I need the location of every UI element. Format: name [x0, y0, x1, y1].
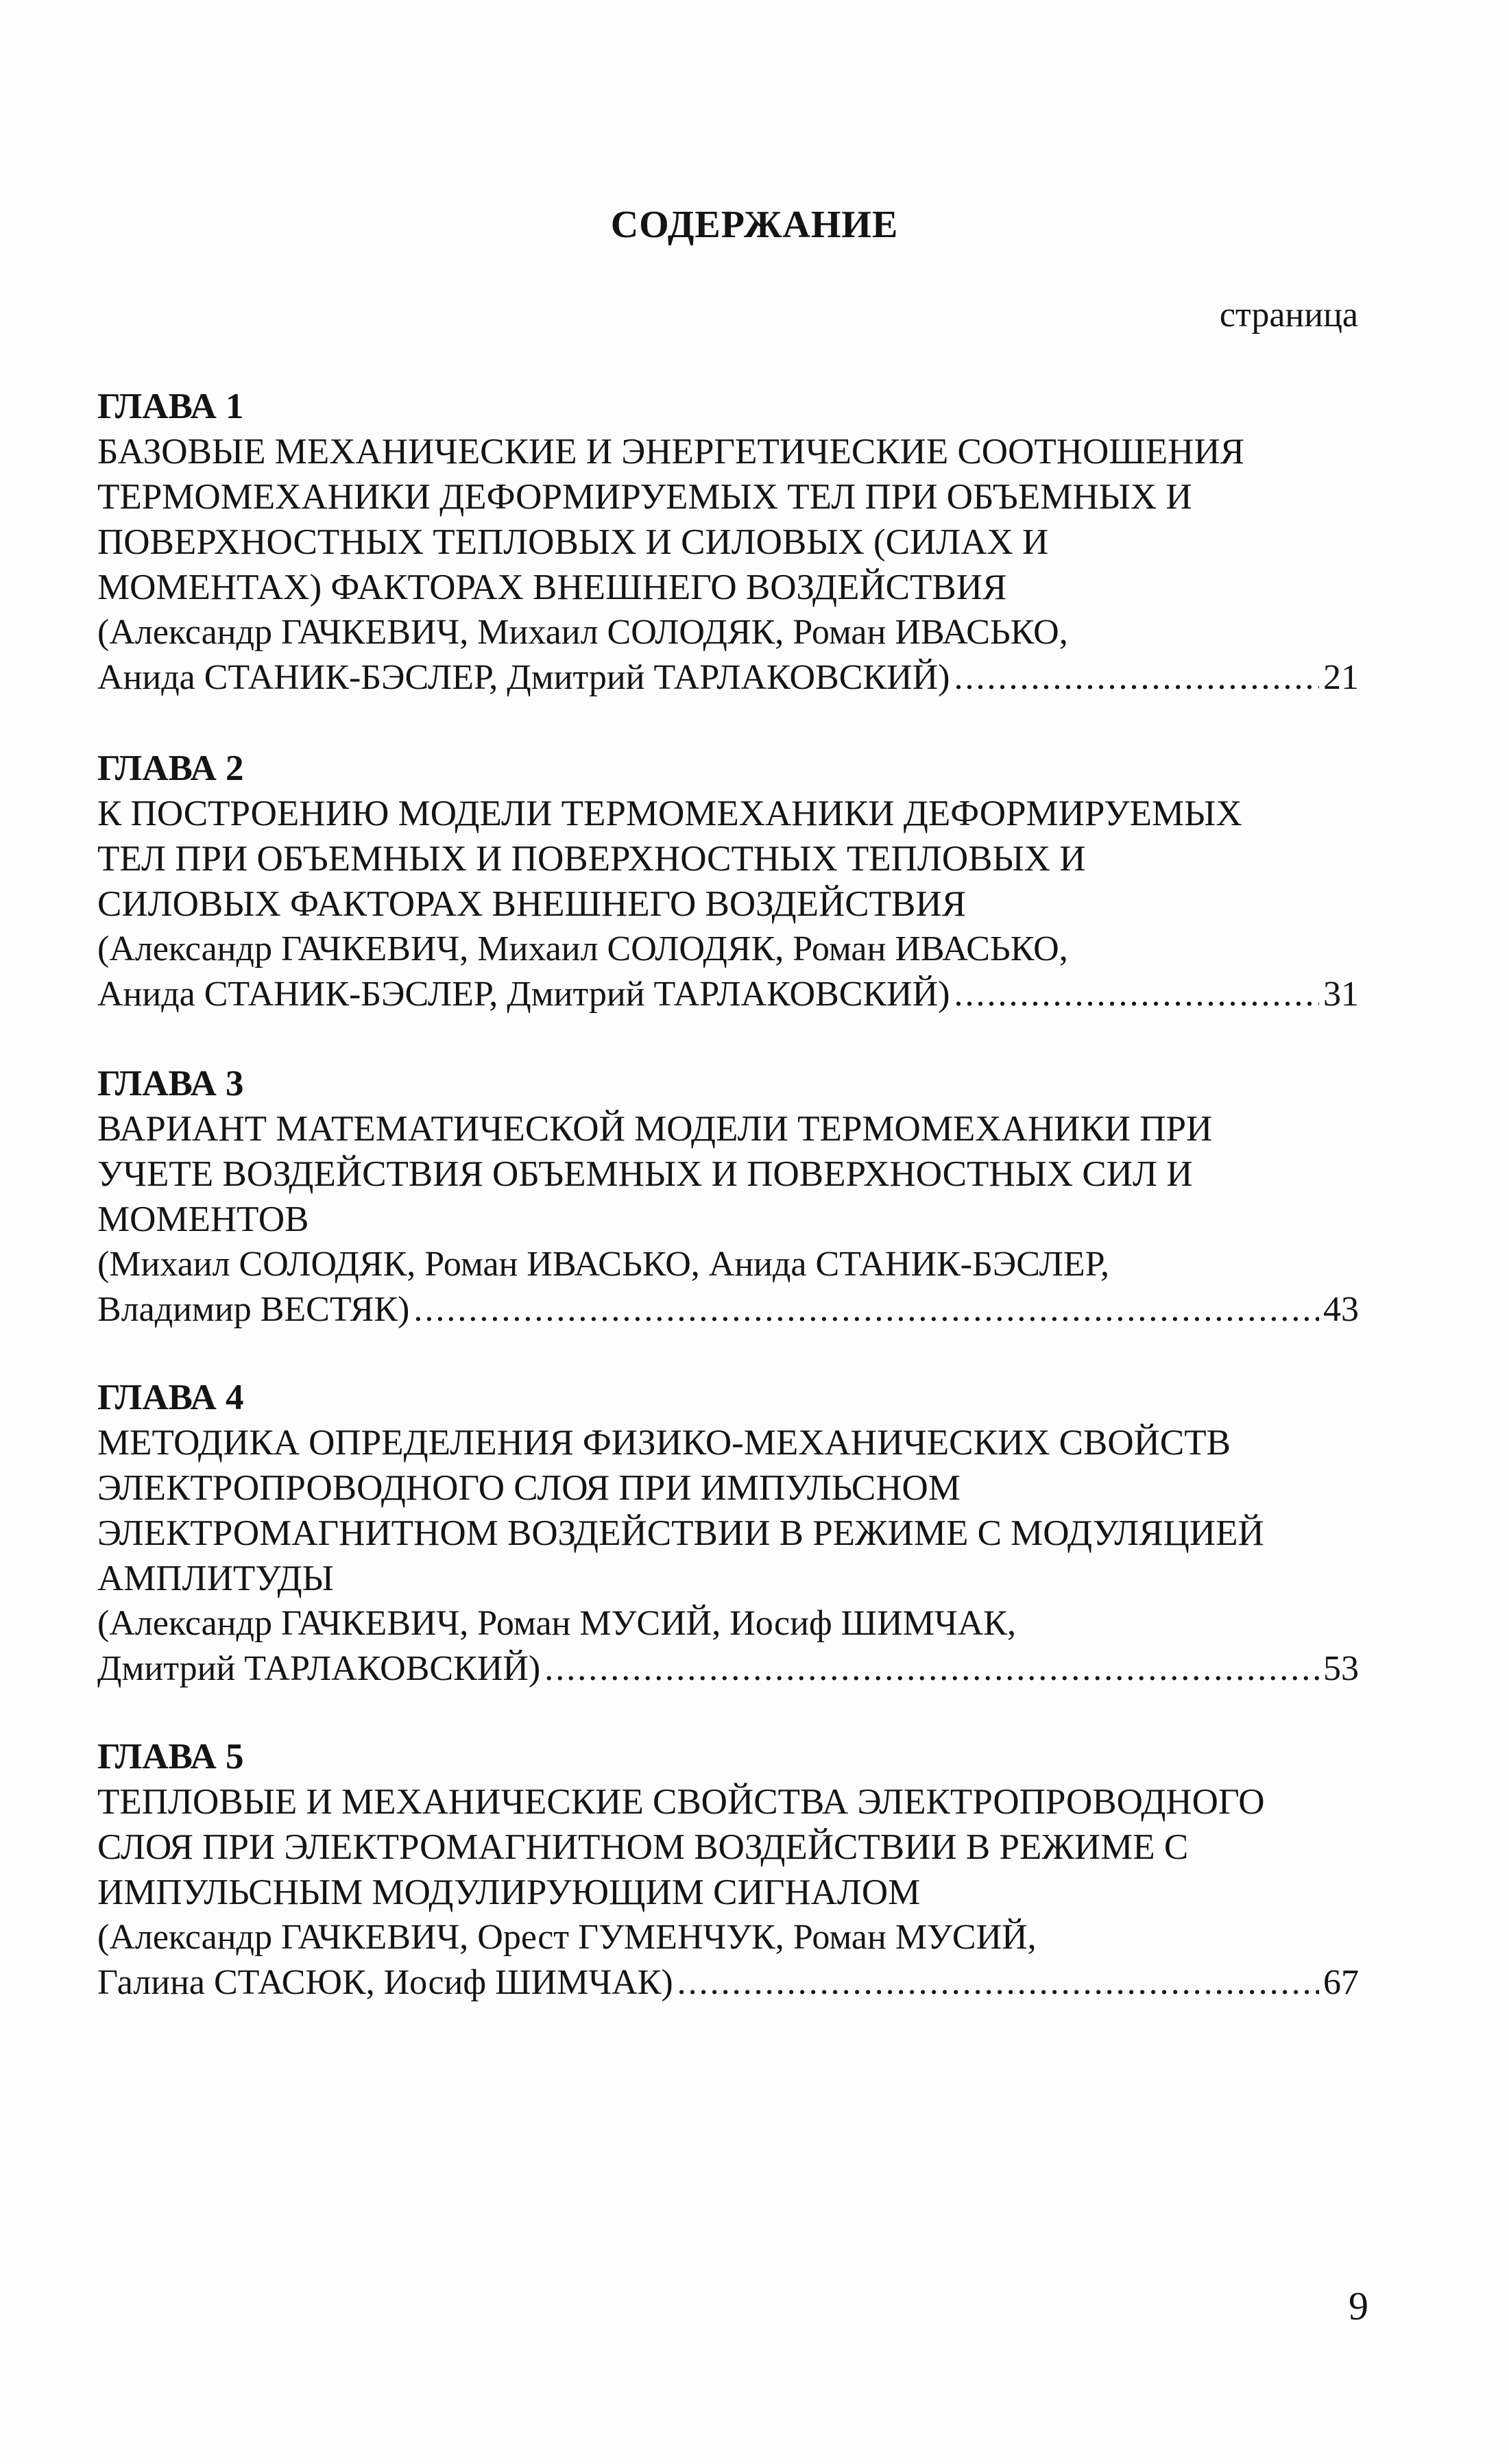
toc-entry-chapter-4[interactable]	[97, 1375, 1359, 1692]
chapter-label: ГЛАВА 2	[97, 748, 244, 788]
chapter-page-number[interactable]: 21	[1323, 658, 1359, 697]
chapter-authors-end: Анида СТАНИК-БЭСЛЕР, Дмитрий ТАРЛАКОВСКИЙ)	[97, 658, 950, 697]
chapter-title-line: ТЕРМОМЕХАНИКИ ДЕФОРМИРУЕМЫХ ТЕЛ ПРИ ОБЪЕМНЫХ И	[97, 477, 1192, 517]
chapter-authors: (Александр ГАЧКЕВИЧ, Роман МУСИЙ, Иосиф ШИМЧАК,	[97, 1604, 1016, 1643]
chapter-page-number[interactable]: 31	[1323, 975, 1359, 1014]
chapter-last-line	[97, 972, 1359, 1017]
chapter-last-line	[97, 1646, 1359, 1692]
chapter-authors-end: Анида СТАНИК-БЭСЛЕР, Дмитрий ТАРЛАКОВСКИЙ)	[97, 975, 950, 1014]
chapter-authors-end: Галина СТАСЮК, Иосиф ШИМЧАК)	[97, 1963, 673, 2002]
chapter-title-line: УЧЕТЕ ВОЗДЕЙСТВИЯ ОБЪЕМНЫХ И ПОВЕРХНОСТНЫХ СИЛ И	[97, 1154, 1193, 1194]
toc-entry-chapter-1[interactable]	[97, 384, 1359, 700]
chapter-title-line: ЭЛЕКТРОПРОВОДНОГО СЛОЯ ПРИ ИМПУЛЬСНОМ	[97, 1468, 961, 1508]
chapter-label: ГЛАВА 1	[97, 387, 244, 426]
toc-entry-chapter-2[interactable]	[97, 746, 1359, 1017]
chapter-title-line: БАЗОВЫЕ МЕХАНИЧЕСКИЕ И ЭНЕРГЕТИЧЕСКИЕ СООТНОШЕНИЯ	[97, 432, 1245, 472]
chapter-last-line	[97, 1960, 1359, 2005]
chapter-title-line: СЛОЯ ПРИ ЭЛЕКТРОМАГНИТНОМ ВОЗДЕЙСТВИИ В РЕЖИМЕ С	[97, 1827, 1189, 1867]
chapter-last-line	[97, 1287, 1359, 1332]
chapter-title-line: МЕТОДИКА ОПРЕДЕЛЕНИЯ ФИЗИКО-МЕХАНИЧЕСКИХ СВОЙСТВ	[97, 1423, 1231, 1463]
chapter-authors: (Михаил СОЛОДЯК, Роман ИВАСЬКО, Анида СТАНИК-БЭСЛЕР,	[97, 1245, 1110, 1284]
chapter-title-line: ЭЛЕКТРОМАГНИТНОМ ВОЗДЕЙСТВИИ В РЕЖИМЕ С МОДУЛЯЦИЕЙ	[97, 1513, 1264, 1553]
page-folio-number: 9	[1349, 2284, 1368, 2328]
chapter-title-line: ТЕПЛОВЫЕ И МЕХАНИЧЕСКИЕ СВОЙСТВА ЭЛЕКТРОПРОВОДНОГО	[97, 1782, 1265, 1822]
dot-leader	[677, 1960, 1319, 2005]
chapter-authors-end: Дмитрий ТАРЛАКОВСКИЙ)	[97, 1649, 541, 1688]
chapter-page-number[interactable]: 53	[1323, 1649, 1359, 1688]
chapter-title-line: МОМЕНТАХ) ФАКТОРАХ ВНЕШНЕГО ВОЗДЕЙСТВИЯ	[97, 568, 1007, 607]
chapter-last-line	[97, 655, 1359, 700]
dot-leader	[544, 1646, 1319, 1692]
dot-leader	[954, 972, 1319, 1017]
chapter-title-line: ИМПУЛЬСНЫМ МОДУЛИРУЮЩИМ СИГНАЛОМ	[97, 1873, 921, 1912]
chapter-page-number[interactable]: 43	[1323, 1290, 1359, 1329]
page-column-label: страница	[1219, 295, 1358, 334]
chapter-title-line: СИЛОВЫХ ФАКТОРАХ ВНЕШНЕГО ВОЗДЕЙСТВИЯ	[97, 884, 966, 924]
chapter-label: ГЛАВА 3	[97, 1064, 244, 1103]
chapter-title-line: МОМЕНТОВ	[97, 1199, 309, 1239]
chapter-title-line: К ПОСТРОЕНИЮ МОДЕЛИ ТЕРМОМЕХАНИКИ ДЕФОРМИРУЕМЫХ	[97, 794, 1242, 833]
chapter-label: ГЛАВА 4	[97, 1378, 244, 1417]
chapter-title-line: ТЕЛ ПРИ ОБЪЕМНЫХ И ПОВЕРХНОСТНЫХ ТЕПЛОВЫХ И	[97, 839, 1086, 879]
chapter-label: ГЛАВА 5	[97, 1737, 244, 1777]
dot-leader	[954, 655, 1319, 700]
toc-entry-chapter-3[interactable]	[97, 1061, 1359, 1332]
chapter-authors: (Александр ГАЧКЕВИЧ, Михаил СОЛОДЯК, Роман ИВАСЬКО,	[97, 613, 1068, 652]
chapter-title-line: ВАРИАНТ МАТЕМАТИЧЕСКОЙ МОДЕЛИ ТЕРМОМЕХАНИКИ ПРИ	[97, 1109, 1213, 1149]
chapter-authors: (Александр ГАЧКЕВИЧ, Орест ГУМЕНЧУК, Роман МУСИЙ,	[97, 1918, 1037, 1957]
chapter-page-number[interactable]: 67	[1323, 1963, 1359, 2002]
toc-heading: СОДЕРЖАНИЕ	[610, 204, 899, 246]
dot-leader	[413, 1287, 1319, 1332]
chapter-title-line: ПОВЕРХНОСТНЫХ ТЕПЛОВЫХ И СИЛОВЫХ (СИЛАХ И	[97, 522, 1049, 562]
chapter-authors-end: Владимир ВЕСТЯК)	[97, 1290, 410, 1329]
chapter-authors: (Александр ГАЧКЕВИЧ, Михаил СОЛОДЯК, Роман ИВАСЬКО,	[97, 929, 1068, 968]
toc-entry-chapter-5[interactable]	[97, 1734, 1359, 2005]
chapter-title-line: АМПЛИТУДЫ	[97, 1559, 334, 1598]
